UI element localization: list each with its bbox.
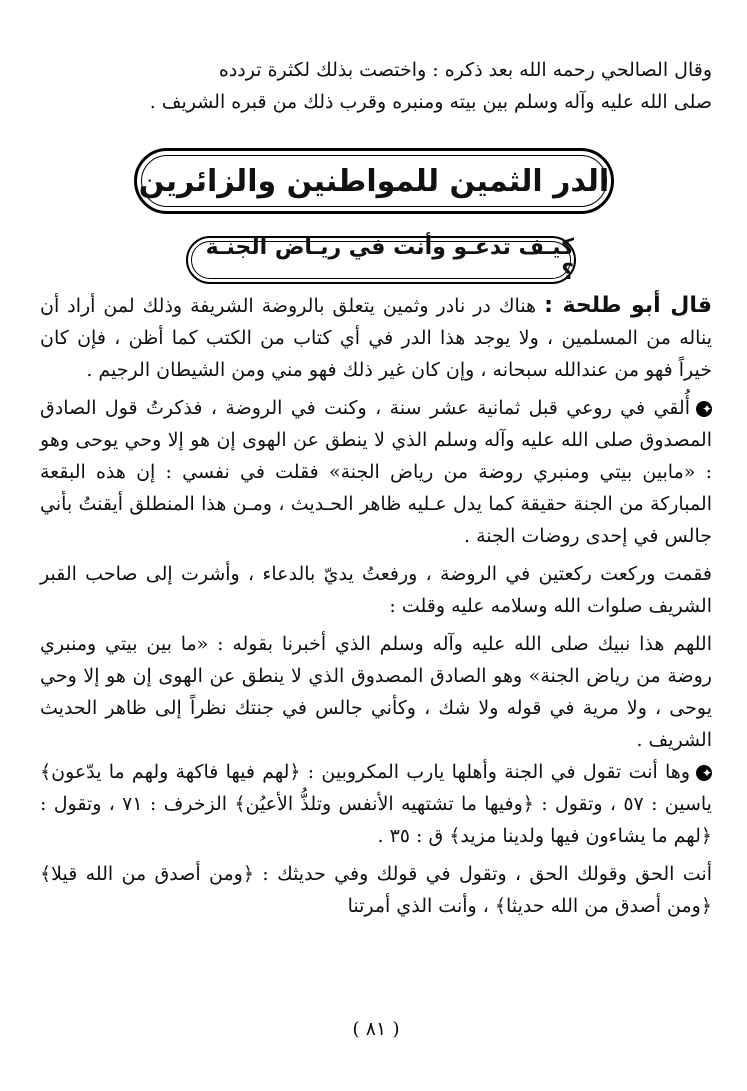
star-bullet-icon: ✦ [696, 765, 712, 781]
paragraph-3: فقمت وركعت ركعتين في الروضة ، ورفعتُ يديّ بالدعاء ، وأشرت إلى صاحب القبر الشريف صلوات الله وسلامه عليه وقلت : [40, 563, 712, 617]
intro-line-2: صلى الله عليه وآله وسلم بين بيته ومنبره وقرب ذلك من قبره الشريف . [149, 91, 712, 113]
page-number: ( ٨١ ) [352, 1018, 400, 1040]
speaker-name: قال أبو طلحة : [544, 293, 713, 318]
section-subtitle-banner [186, 236, 576, 284]
section-title: الدر الثمين للمواطنين والزائرين [138, 163, 610, 199]
intro-line-1: وقال الصالحي رحمه الله بعد ذكره : واختصت بذلك لكثرة تردده [218, 59, 712, 81]
paragraph-5-text: وها أنت تقول في الجنة وأهلها يارب المكروبين : ﴿لهم فيها فاكهة ولهم ما يدّعون﴾ ياسين : ٥٧ ، وتقول : ﴿وفيها ما تشتهيه الأنفس وتلذُّ الأعيُن﴾ الزخرف : ٧١ ، وتقول : ﴿لهم ما يشاءون فيها ولدينا مزيد﴾ ق : ٣٥ . [40, 761, 712, 847]
book-page [40, 0, 712, 1091]
section-subtitle: كيـف تدعـو وأنت في ريـاض الجنـة ؟ [205, 235, 574, 285]
intro-paragraph [40, 54, 712, 118]
paragraph-1 [40, 290, 712, 386]
paragraph-5 [40, 756, 712, 852]
paragraph-1-text: هناك در نادر وثمين يتعلق بالروضة الشريفة وذلك لمن أراد أن يناله من المسلمين ، ولا يوجد هذا الدر في أي كتاب من الكتب كما أظن ، فإن كان خيراً فهو من عندالله سبحانه ، وإن كان غير ذلك فهو مني ومن الشيطان الرجيم . [40, 295, 712, 381]
paragraph-2 [40, 392, 712, 552]
paragraph-2-text: أُلقي في روعي قبل ثمانية عشر سنة ، وكنت في الروضة ، فذكرتُ قول الصادق المصدوق صلى الله عليه وآله وسلم الذي لا ينطق عن الهوى إن هو إلا وحي يوحى وهو : «مابين بيتي ومنبري روضة من رياض الجنة» فقلت في نفسي : إن هذه البقعة المباركة من الجنة حقيقة كما يدل عـليه ظاهر الحـديث ، ومـن هذا المنطلق أيقنتُ بأني جالس في إحدى روضات الجنة . [40, 397, 712, 547]
paragraph-4: اللهم هذا نبيك صلى الله عليه وآله وسلم الذي أخبرنا بقوله : «ما بين بيتي ومنبري روضة من رياض الجنة» وهو الصادق المصدوق الذي لا ينطق عن الهوى إن هو إلا وحي يوحى ، ولا مرية في قوله ولا شك ، وكأني جالس في جنتك نظراً إلى ظاهر الحديث الشريف . [40, 633, 712, 751]
main-text [40, 290, 712, 922]
section-title-banner [134, 148, 614, 214]
star-bullet-icon: ✦ [696, 401, 712, 417]
paragraph-6: أنت الحق وقولك الحق ، وتقول في قولك وفي حديثك : ﴿ومن أصدق من الله قيلا﴾ ﴿ومن أصدق من الله حديثا﴾ ، وأنت الذي أمرتنا [40, 863, 712, 917]
